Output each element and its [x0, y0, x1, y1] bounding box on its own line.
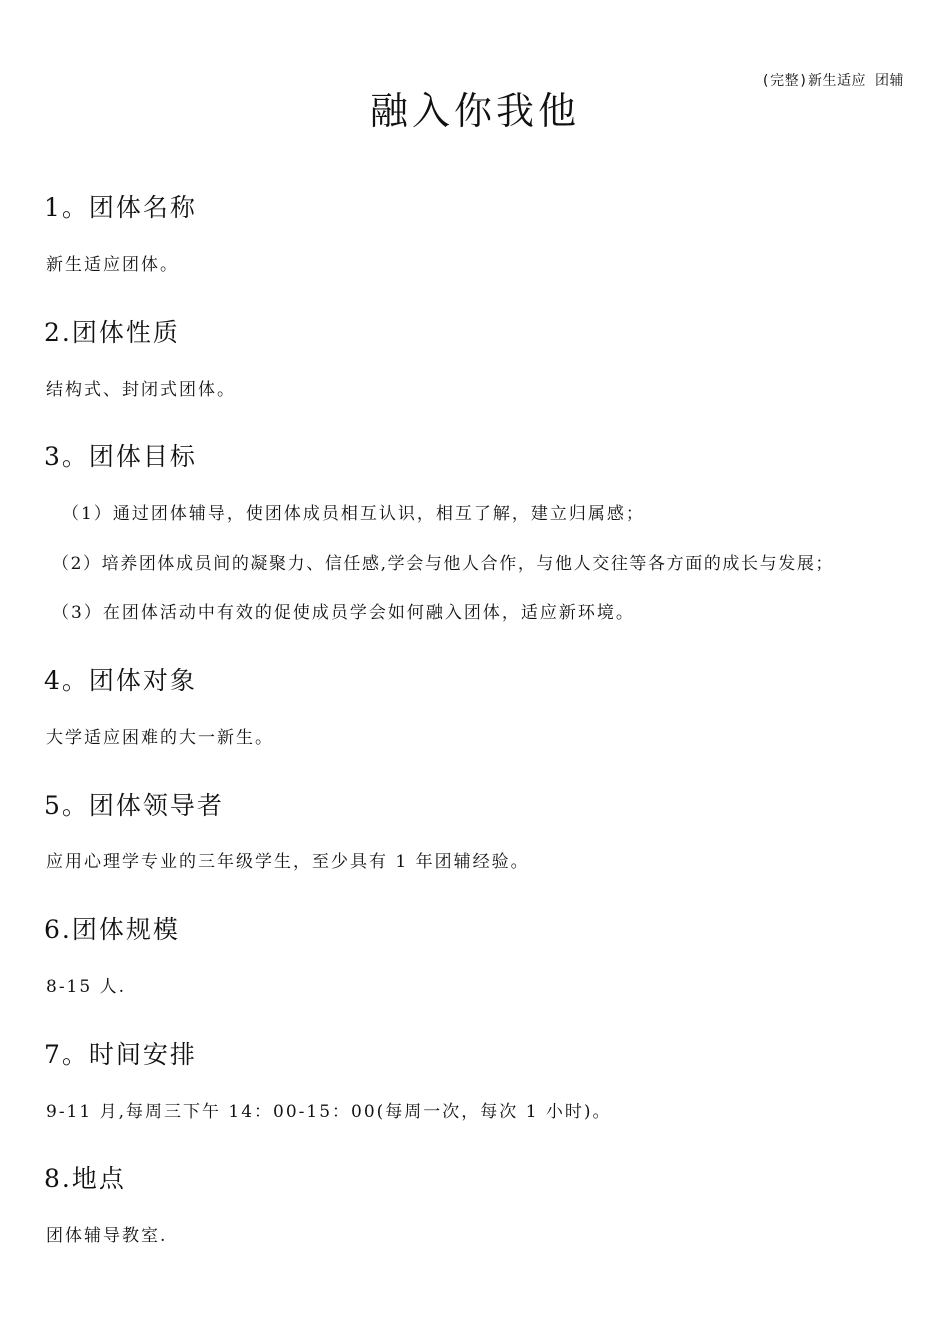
section-heading: 5。团体领导者	[44, 791, 224, 820]
section-paragraph: 大学适应困难的大一新生。	[46, 728, 274, 748]
section-heading: 3。团体目标	[44, 442, 197, 471]
section-heading: 8.地点	[44, 1164, 126, 1193]
section-paragraph: （3）在团体活动中有效的促使成员学会如何融入团体，适应新环境。	[52, 603, 635, 623]
section-paragraph: 结构式、封闭式团体。	[46, 380, 236, 400]
section-paragraph: 新生适应团体。	[46, 255, 179, 275]
section-heading: 6.团体规模	[44, 915, 180, 944]
section-paragraph: （1）通过团体辅导，使团体成员相互认识，相互了解，建立归属感；	[62, 504, 645, 524]
section-heading: 7。时间安排	[44, 1040, 197, 1069]
section-heading: 1。团体名称	[44, 193, 197, 222]
section-paragraph: 8-15 人.	[46, 977, 126, 997]
section-paragraph: （2）培养团体成员间的凝聚力、信任感,学会与他人合作，与他人交往等各方面的成长与发展；	[52, 554, 835, 574]
section-paragraph: 9-11 月,每周三下午 14：00-15：00(每周一次，每次 1 小时)。	[46, 1102, 612, 1122]
document-title: 融入你我他	[369, 89, 580, 133]
section-heading: 2.团体性质	[44, 318, 180, 347]
running-header: (完整)新生适应 团辅	[761, 73, 904, 89]
section-paragraph: 应用心理学专业的三年级学生，至少具有 1 年团辅经验。	[46, 852, 530, 872]
section-heading: 4。团体对象	[44, 666, 197, 695]
section-paragraph: 团体辅导教室.	[46, 1226, 168, 1246]
